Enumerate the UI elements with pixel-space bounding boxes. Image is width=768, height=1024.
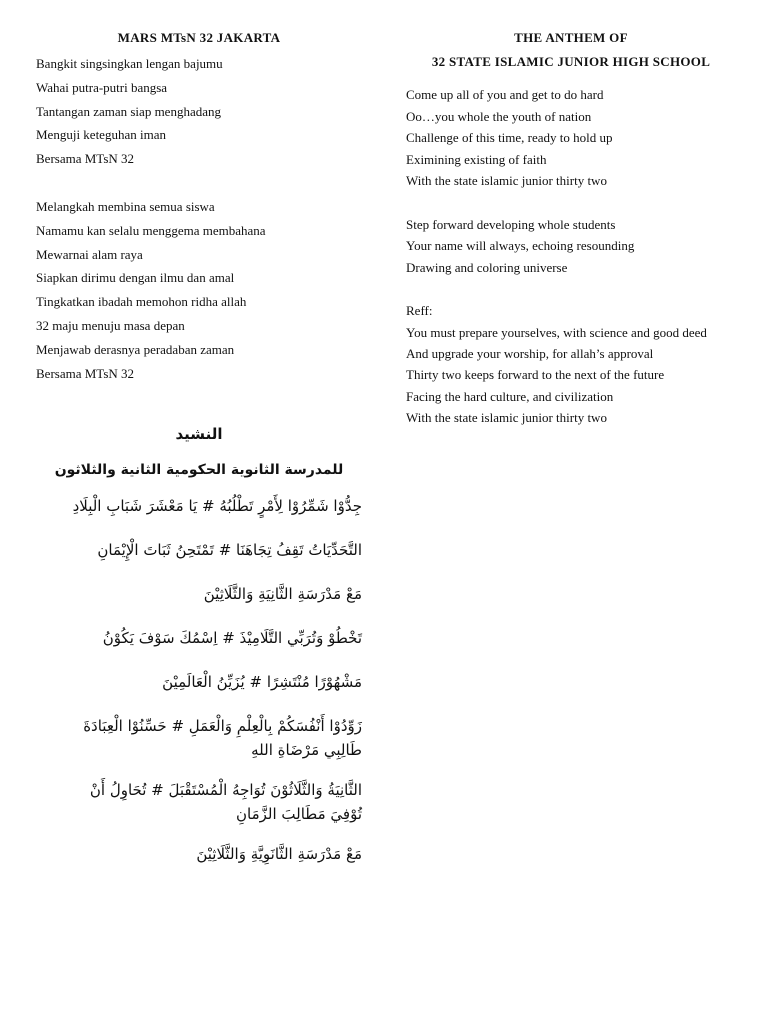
english-title-line-2: 32 STATE ISLAMIC JUNIOR HIGH SCHOOL [431, 54, 711, 69]
lyric-line: Bangkit singsingkan lengan bajumu [36, 56, 223, 71]
lyric-line: Come up all of you and get to do hard [406, 87, 604, 102]
arabic-verse [36, 626, 362, 650]
lyric-line: Menjawab derasnya peradaban zaman [36, 341, 235, 357]
lyric-line: Namamu kan selalu menggema membahana [36, 222, 266, 238]
reff-label: Reff: [406, 302, 433, 318]
lyric-line: Siapkan dirimu dengan ilmu dan amal [36, 270, 235, 286]
indonesian-lyrics-column [36, 24, 362, 385]
arabic-anthem-section [36, 420, 362, 886]
arabic-line: زَوِّدُوْا أَنْفُسَكُمْ بِالْعِلْمِ وَالْعَمَلِ # حَسِّنُوْا الْعِبَادَةَ [83, 717, 362, 735]
lyric-line: Eximining existing of faith [406, 151, 547, 167]
lyric-line: Your name will always, echoing resounding [406, 238, 635, 254]
stanza-gap [36, 171, 362, 195]
lyric-line: Wahai putra-putri bangsa [36, 79, 168, 95]
arabic-line: تَخْطُوْ وَتُرَبِّي التَّلَامِيْذَ # اِسْمُكَ سَوْفَ يَكُوْنُ [102, 629, 362, 647]
lyric-line: Thirty two keeps forward to the next of the future [406, 367, 665, 383]
arabic-line: مَشْهُوْرًا مُنْتَشِرًا # يُزَيِّنُ الْعَالَمِيْنَ [162, 673, 362, 691]
arabic-verse [36, 494, 362, 518]
arabic-verse [36, 778, 362, 826]
arabic-verse [36, 842, 362, 866]
arabic-line: جِدُّوْا شَمِّرُوْا لِأَمْرٍ تَطْلُبُهُ # يَا مَعْشَرَ شَبَابِ الْبِلَادِ [72, 497, 362, 515]
english-stanza-2 [406, 214, 736, 279]
lyric-line: Melangkah membina semua siswa [36, 198, 215, 214]
lyric-line: With the state islamic junior thirty two [406, 410, 607, 426]
english-lyrics-column [406, 24, 736, 429]
lyric-line: 32 maju menuju masa depan [36, 317, 185, 333]
arabic-subtitle: للمدرسة الثانوية الحكومية الثانية والثلاثون [54, 462, 344, 478]
arabic-verse [36, 538, 362, 562]
arabic-verse [36, 714, 362, 762]
arabic-title: النشيد [175, 425, 223, 443]
lyric-line: Step forward developing whole students [406, 216, 616, 232]
lyric-line: Mewarnai alam raya [36, 246, 143, 262]
indonesian-title: MARS MTsN 32 JAKARTA [117, 30, 281, 45]
lyric-line: With the state islamic junior thirty two [406, 173, 607, 189]
stanza-gap [406, 278, 736, 300]
english-stanza-1 [406, 84, 736, 192]
lyric-line: Facing the hard culture, and civilization [406, 388, 614, 404]
arabic-line: مَعْ مَدْرَسَةِ الثَّانِيَةِ وَالثَّلَاثِيْنَ [203, 585, 362, 603]
lyric-line: You must prepare yourselves, with science and good deed [406, 324, 707, 340]
lyric-line: Challenge of this time, ready to hold up [406, 130, 613, 146]
english-title-line-1: THE ANTHEM OF [514, 30, 628, 45]
lyric-line: Bersama MTsN 32 [36, 365, 135, 381]
arabic-line: تُوْفِيَ مَطَالِبَ الزَّمَانِ [236, 805, 362, 823]
arabic-line: التَّحَدِّيَاتُ تَقِفُ تِجَاهَنَا # تَمْتَحِنُ ثَبَاتَ الْإِيْمَانِ [97, 541, 362, 559]
arabic-verse [36, 582, 362, 606]
arabic-line: مَعْ مَدْرَسَةِ الثَّانَوِيَّةِ وَالثَّلَاثِيْنَ [196, 845, 362, 863]
lyric-line: And upgrade your worship, for allah’s approval [406, 345, 654, 361]
arabic-line: الثَّانِيَةُ وَالثَّلَاثُوْنَ تُوَاجِهُ الْمُسْتَقْبَلَ # تُحَاوِلُ أَنْ [89, 781, 362, 799]
lyric-line: Tingkatkan ibadah memohon ridha allah [36, 294, 247, 310]
indonesian-stanza-2 [36, 195, 362, 385]
english-reff [406, 300, 736, 429]
lyric-line: Tantangan zaman siap menghadang [36, 103, 221, 119]
arabic-verse [36, 670, 362, 694]
lyric-line: Drawing and coloring universe [406, 259, 568, 275]
lyric-line: Bersama MTsN 32 [36, 151, 135, 167]
stanza-gap [406, 192, 736, 214]
arabic-line: طَالِبِي مَرْضَاةِ اللهِ [251, 741, 362, 759]
lyric-line: Menguji keteguhan iman [36, 127, 166, 143]
indonesian-stanza-1 [36, 52, 362, 171]
lyric-line: Oo…you whole the youth of nation [406, 108, 592, 124]
